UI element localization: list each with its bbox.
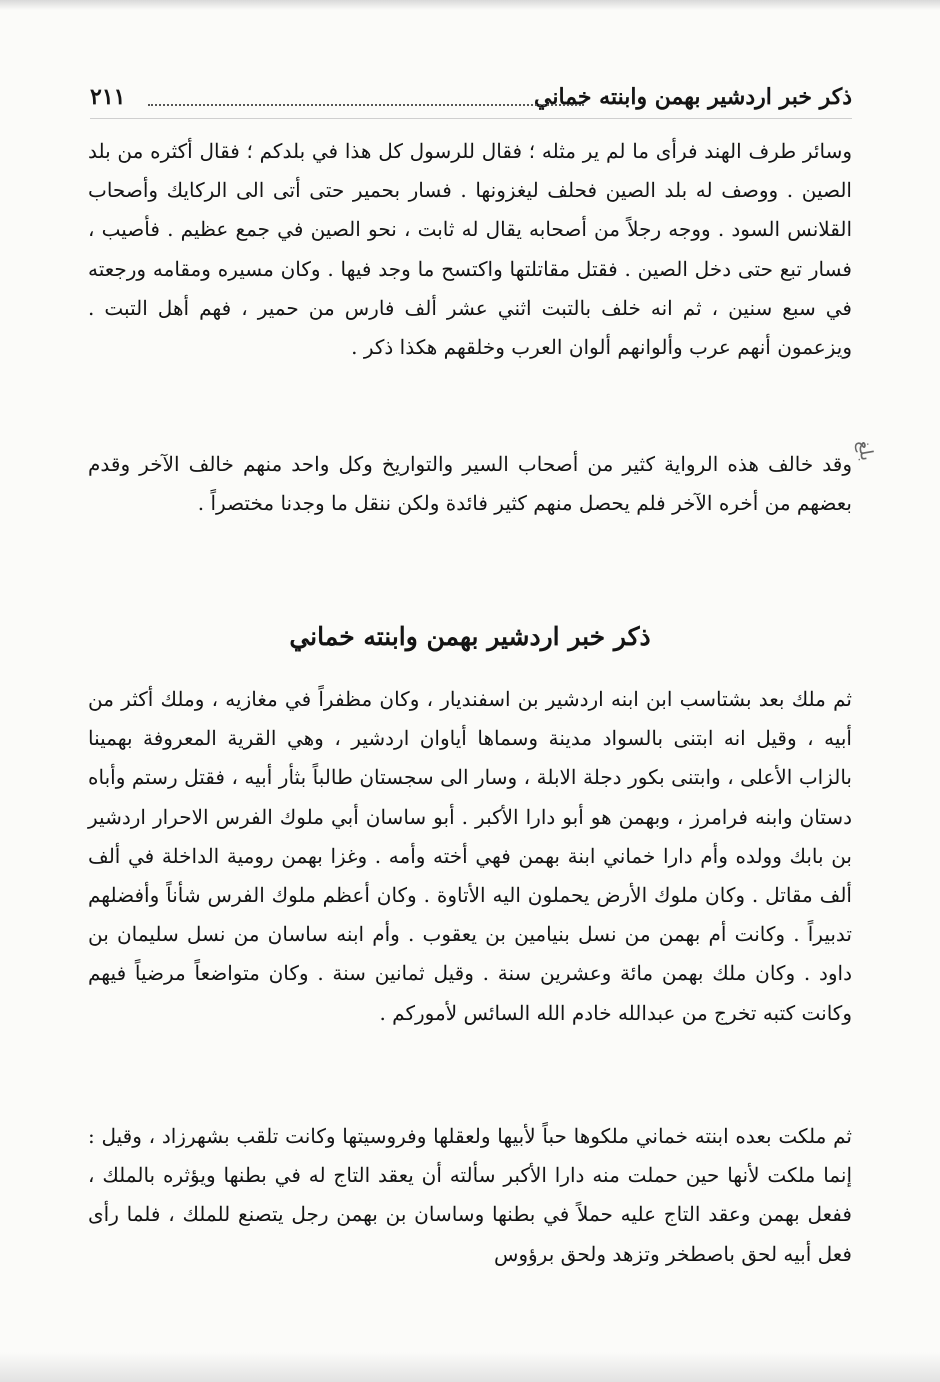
running-header <box>90 84 852 119</box>
section-heading: ذكر خبر اردشير بهمن وابنته خماني <box>289 622 651 651</box>
paragraph-3: ثم ملك بعد بشتاسب ابن ابنه اردشير بن اسفنديار ، وكان مظفراً في مغازيه ، وملك أكثر من أبيه ، وقيل انه ابتنى بالسواد مدينة وسماها أياوان اردشير ، وهي القرية المعروفة بهمينا بالزاب الأعلى ، وابتنى بكور دجلة الابلة ، وسار الى سجستان طالباً بثأر أبيه ، فقتل رستم وأباه دستان وابنه فرامرز ، وبهمن هو أبو دارا الأكبر . أبو ساسان أبي ملوك الفرس الاحرار اردشير بن بابك وولده وأم دارا خماني ابنة بهمن فهي أخته وأمه . وغزا بهمن رومية الداخلة في ألف ألف مقاتل . وكان ملوك الأرض يحملون اليه الأتاوة . وكان أعظم ملوك الفرس شأناً وأفضلهم تدبيراً . وكانت أم بهمن من نسل بنيامين بن يعقوب . وأم ابنه ساسان من نسل سليمان بن داود . وكان ملك بهمن مائة وعشرين سنة . وقيل ثمانين سنة . وكان متواضعاً مرضياً فيهم وكانت كتبه تخرج من عبدالله خادم الله السائس لأموركم . <box>88 687 852 1025</box>
margin-annotation: بلغ <box>853 438 878 463</box>
paragraph-2: وقد خالف هذه الرواية كثير من أصحاب السير والتواريخ وكل واحد منهم خالف الآخر وقدم بعضهم من أخره الآخر فلم يحصل منهم كثير فائدة ولكن ننقل ما وجدنا مختصراً . <box>88 452 852 516</box>
page-number: ٢١١ <box>90 84 126 110</box>
leader-dots <box>148 104 584 106</box>
paragraph-4: ثم ملكت بعده ابنته خماني ملكوها حباً لأبيها ولعقلها وفروسيتها وكانت تلقب بشهرزاد ، وقيل : إنما ملكت لأنها حين حملت منه دارا الأكبر سألته أن يعقد التاج له في بطنها ويؤثره بالملك ، ففعل بهمن وعقد التاج عليه حملاً في بطنها وساسان بن بهمن رجل يتصنع للملك ، فلما رأى فعل أبيه لحق باصطخر وتزهد ولحق برؤوس <box>88 1124 852 1266</box>
scan-edge-bottom <box>0 1352 940 1382</box>
paragraph-1: وسائر طرف الهند فرأى ما لم ير مثله ؛ فقال للرسول كل هذا في بلدكم ؛ فقال أكثره من بلد الصين . ووصف له بلد الصين فحلف ليغزونها . فسار بحمير حتى أتى الى الركايك وأصحاب القلانس السود . ووجه رجلاً من أصحابه يقال له ثابت ، نحو الصين في جمع عظيم . فأصيب ، فسار تبع حتى دخل الصين . فقتل مقاتلتها واكتسح ما وجد فيها . وكان مسيره ومقامه ورجعته في سبع سنين ، ثم انه خلف بالتبت اثني عشر ألف فارس من حمير ، فهم أهل التبت . ويزعمون أنهم عرب وألوانهم ألوان العرب وخلقهم هكذا ذكر . <box>88 139 853 360</box>
scan-edge-top <box>0 0 940 10</box>
running-head-title: ذكر خبر اردشير بهمن وابنته خماني <box>534 84 852 110</box>
